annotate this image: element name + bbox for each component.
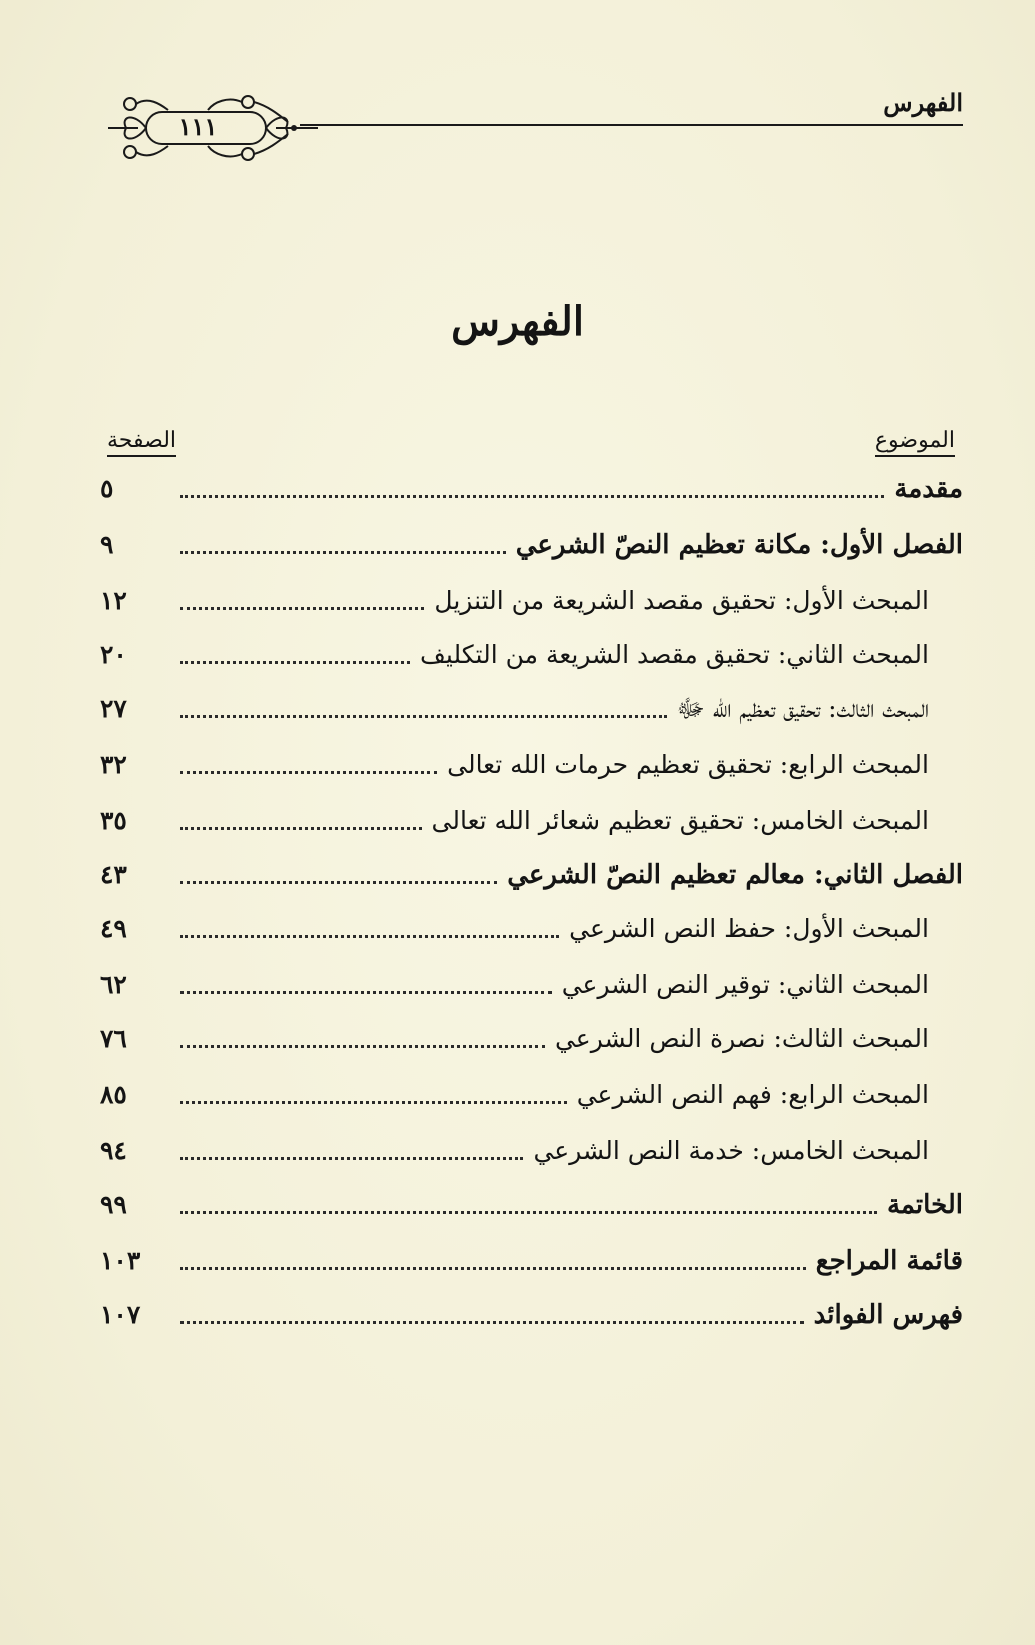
- toc-entry-title: المبحث الرابع: فهم النص الشرعي: [576, 1080, 929, 1109]
- toc-entry-title: المبحث الخامس: تحقيق تعظيم شعائر الله تعالى: [431, 806, 929, 835]
- toc-entry-title: قائمة المراجع: [815, 1246, 963, 1276]
- toc-entry-title: المبحث الرابع: تحقيق تعظيم حرمات الله تعالى: [447, 750, 929, 779]
- toc-entry: [100, 1238, 963, 1278]
- toc-entry: [100, 522, 963, 562]
- toc-leader-dots: [180, 991, 552, 994]
- toc-entry-page: ٩٩: [100, 1190, 127, 1219]
- toc-entry: [100, 686, 963, 726]
- running-header: الفهرس: [883, 88, 963, 117]
- header-rule: [300, 124, 963, 126]
- toc-entry-title: المبحث الثاني: تحقيق مقصد الشريعة من التكليف: [420, 640, 929, 669]
- toc-entry: [100, 1292, 963, 1332]
- toc-entry-page: ١٠٣: [100, 1246, 141, 1275]
- toc-entry: [100, 1128, 963, 1168]
- toc-entry-title: الخاتمة: [886, 1190, 963, 1220]
- toc-entry-page: ٣٢: [100, 750, 127, 779]
- toc-leader-dots: [180, 1321, 804, 1324]
- page-title: الفهرس: [451, 298, 584, 345]
- toc-entry: [100, 1016, 963, 1056]
- toc-leader-dots: [180, 935, 559, 938]
- toc-entry-page: ٧٦: [100, 1024, 127, 1053]
- toc-entry-title: المبحث الأول: تحقيق مقصد الشريعة من التنزيل: [434, 586, 929, 615]
- toc-entry: [100, 1072, 963, 1112]
- toc-entry: [100, 798, 963, 838]
- toc-leader-dots: [180, 771, 437, 774]
- toc-leader-dots: [180, 881, 497, 884]
- toc-leader-dots: [180, 607, 424, 610]
- toc-entry-page: ١٢: [100, 586, 127, 615]
- toc-entry-page: ٥: [100, 474, 114, 503]
- toc-entry-page: ٤٩: [100, 914, 127, 943]
- toc-entry-title: مقدمة: [894, 474, 963, 504]
- toc-entry-page: ٩٤: [100, 1136, 127, 1165]
- column-header-page: الصفحة: [107, 428, 176, 457]
- toc-entry: [100, 1182, 963, 1222]
- toc-entry-page: ٣٥: [100, 806, 127, 835]
- toc-leader-dots: [180, 1157, 523, 1160]
- toc-entry: [100, 632, 963, 672]
- toc-entry-page: ٢٧: [100, 694, 127, 723]
- toc-leader-dots: [180, 1045, 545, 1048]
- toc-entry-title: المبحث الأول: حفظ النص الشرعي: [569, 914, 929, 943]
- toc-entry: [100, 852, 963, 892]
- toc-entry-title: المبحث الثالث: نصرة النص الشرعي: [554, 1024, 929, 1053]
- toc-leader-dots: [180, 1101, 567, 1104]
- toc-leader-dots: [180, 661, 410, 664]
- toc-entry-title: الفصل الأول: مكانة تعظيم النصّ الشرعي: [515, 530, 963, 560]
- toc-entry: [100, 466, 963, 506]
- toc-entry-page: ٨٥: [100, 1080, 127, 1109]
- toc-entry: [100, 962, 963, 1002]
- toc-entry-page: ٩: [100, 530, 114, 559]
- page-number: ١١١: [178, 112, 218, 141]
- toc-entry-title: الفصل الثاني: معالم تعظيم النصّ الشرعي: [507, 860, 963, 890]
- toc-entry-page: ١٠٧: [100, 1300, 141, 1329]
- toc-entry: [100, 742, 963, 782]
- toc-entry-title: المبحث الثالث: تحقيق تعظيم الله ﷻ: [676, 694, 929, 723]
- toc-leader-dots: [180, 715, 667, 718]
- toc-leader-dots: [180, 827, 422, 830]
- toc-entry-title: المبحث الخامس: خدمة النص الشرعي: [533, 1136, 929, 1165]
- toc-entry-page: ٢٠: [100, 640, 127, 669]
- toc-entry: [100, 578, 963, 618]
- toc-leader-dots: [180, 1267, 806, 1270]
- toc-leader-dots: [180, 495, 884, 498]
- toc-entry-title: فهرس الفوائد: [813, 1300, 963, 1330]
- toc-entry-page: ٦٢: [100, 970, 127, 999]
- toc-entry-page: ٤٣: [100, 860, 127, 889]
- toc-entry: [100, 906, 963, 946]
- column-header-subject: الموضوع: [875, 428, 955, 457]
- toc-leader-dots: [180, 551, 506, 554]
- toc-leader-dots: [180, 1211, 877, 1214]
- toc-entry-title: المبحث الثاني: توقير النص الشرعي: [561, 970, 929, 999]
